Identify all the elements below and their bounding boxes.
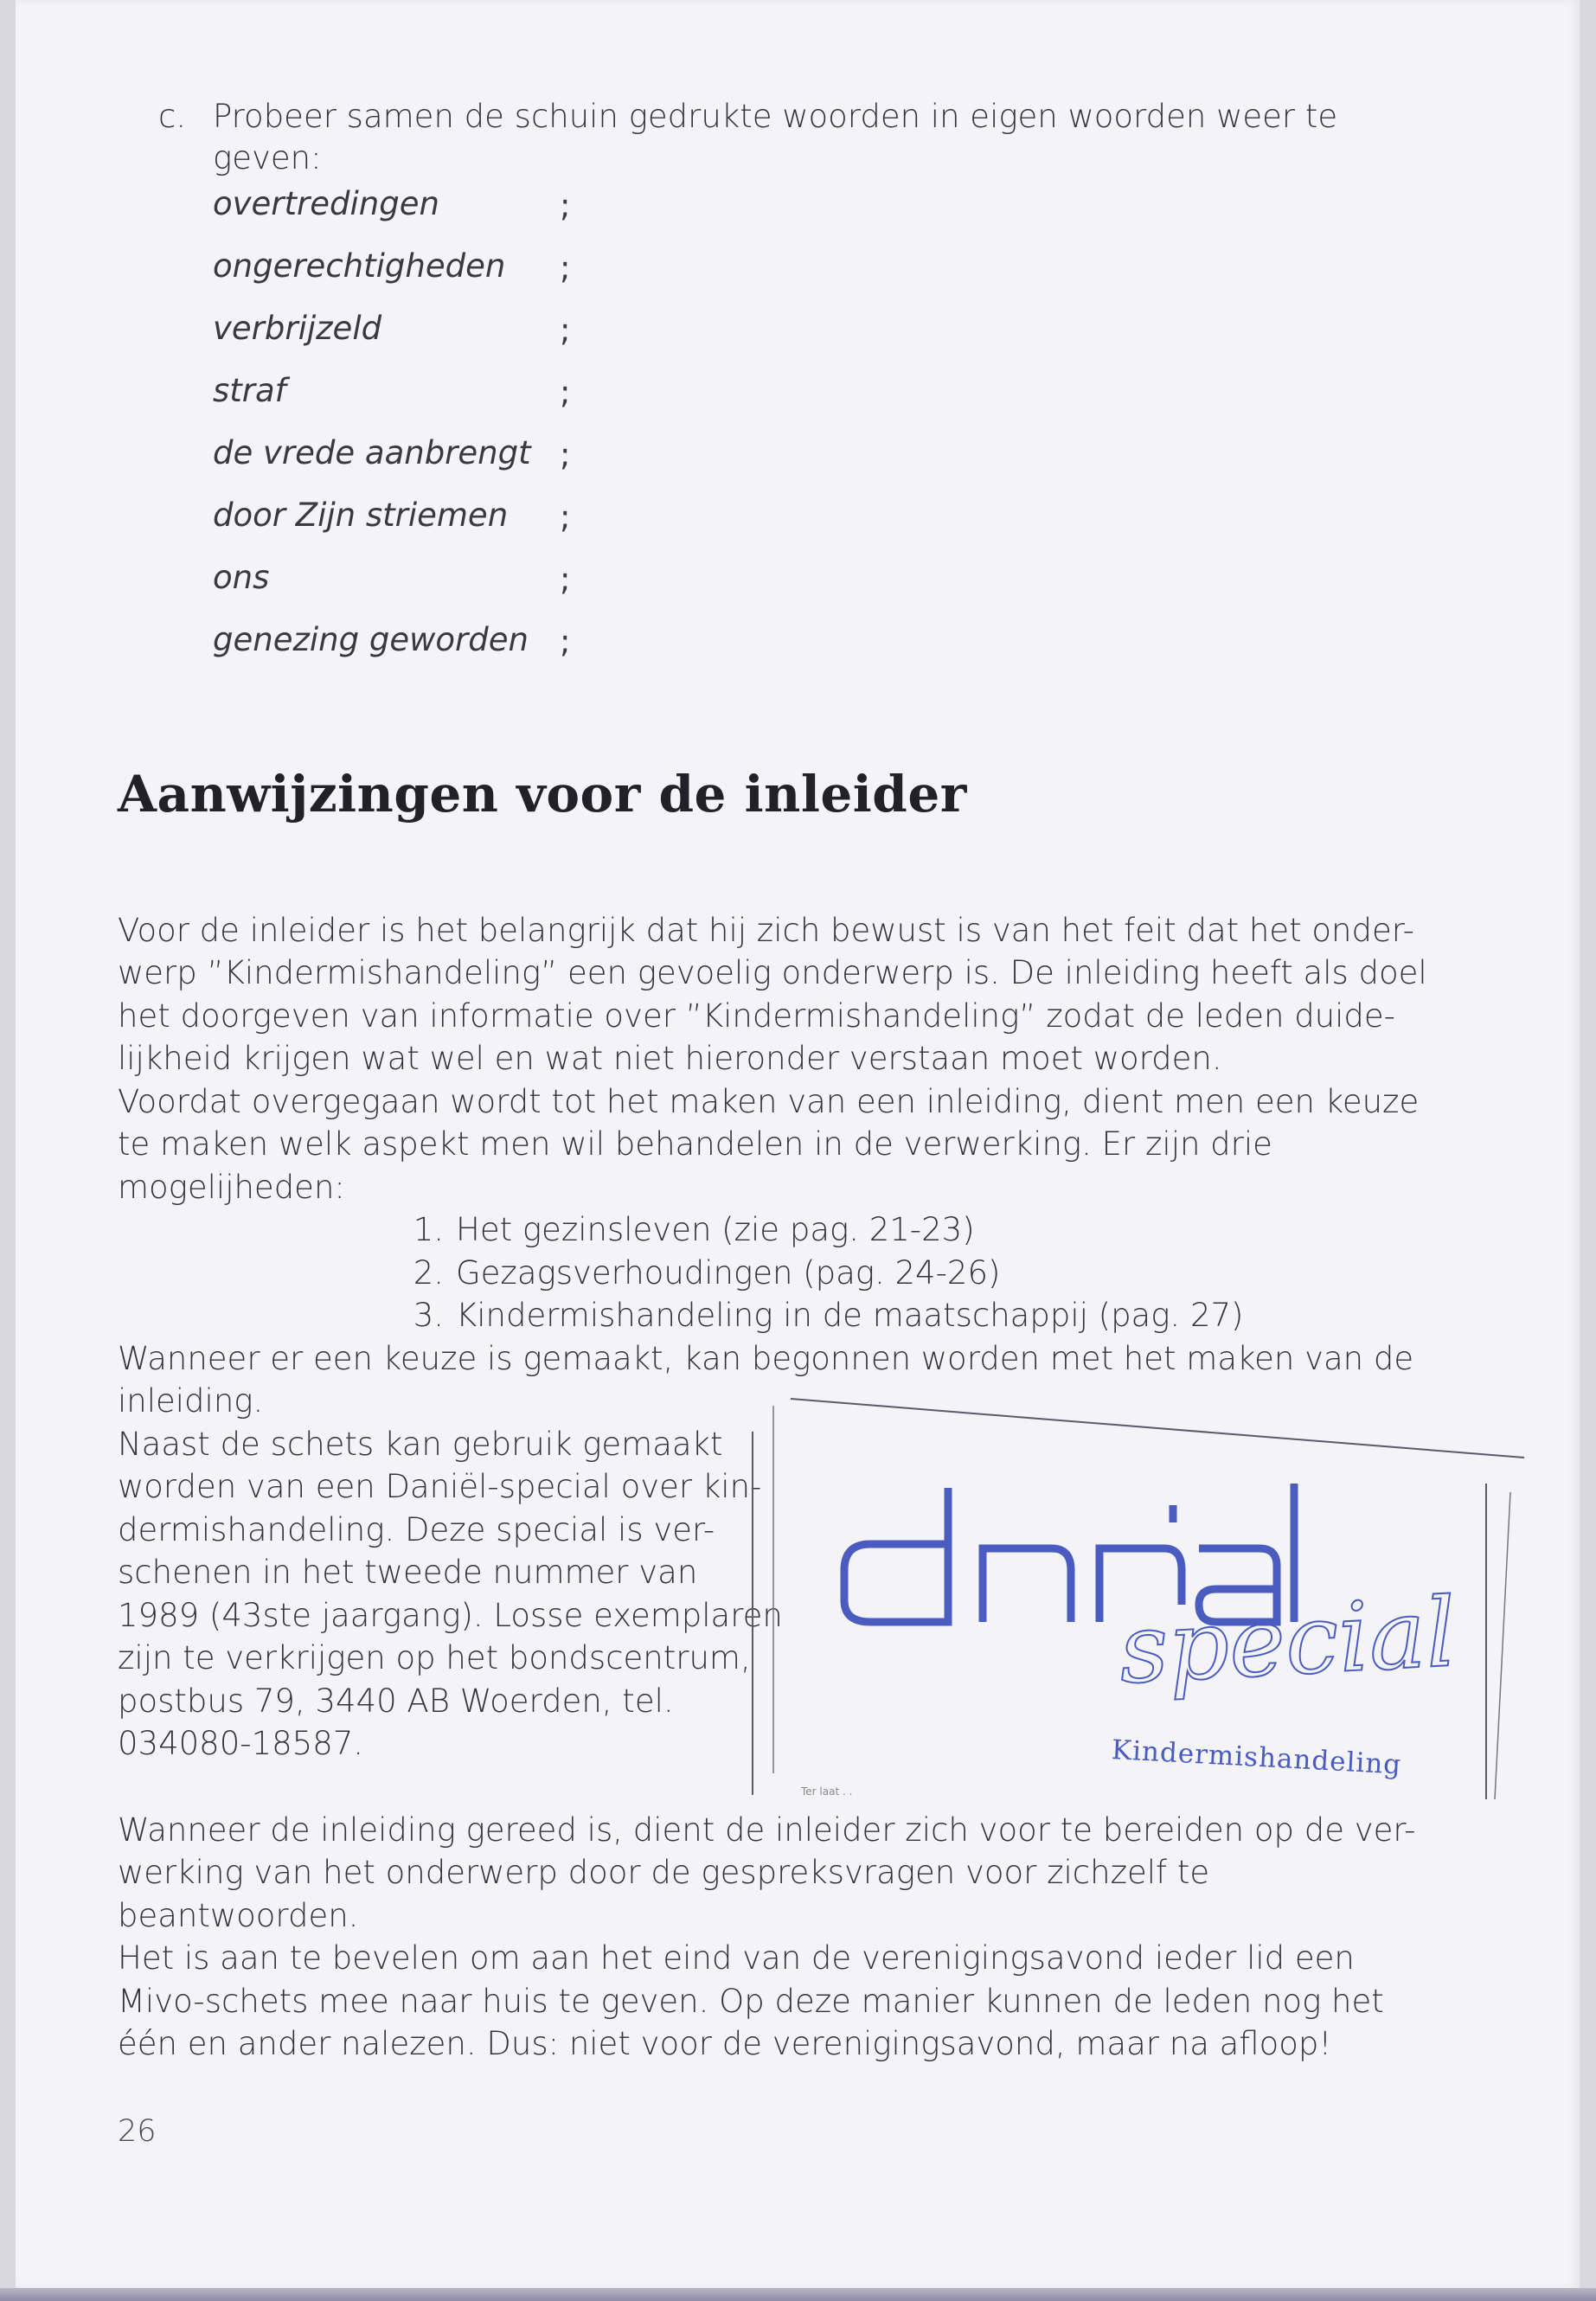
text-line: Voor de inleider is het belangrijk dat hij zich bewust is van het feit dat het onder-: [118, 912, 1414, 949]
daniel-special-ad: [749, 1388, 1526, 1799]
list-number: 2.: [413, 1254, 444, 1292]
section-heading: Aanwijzingen voor de inleider: [118, 765, 967, 824]
term-separator: ;: [560, 561, 571, 598]
text-line: werp ”Kindermishandeling” een gevoelig onderwerp is. De inleiding heeft als doel: [118, 954, 1427, 991]
text-line: schenen in het tweede nummer van: [118, 1554, 698, 1591]
page-edge: [0, 2288, 1596, 2301]
term: ongerechtigheden: [213, 247, 506, 285]
question-line-2: geven:: [213, 139, 322, 176]
text-line: dermishandeling. Deze special is ver-: [118, 1511, 715, 1548]
list-item: [396, 1294, 1243, 1337]
list-item: [396, 1252, 1000, 1295]
text-line: inleiding.: [118, 1382, 264, 1420]
text-line: Het is aan te bevelen om aan het eind van de verenigingsavond ieder lid een: [118, 1939, 1355, 1977]
ad-caption: Kindermishandeling: [1111, 1734, 1403, 1781]
text-line: werking van het onderwerp door de gespreksvragen voor zichzelf te: [118, 1854, 1210, 1891]
text-line: het doorgeven van informatie over ”Kindermishandeling” zodat de leden duide-: [118, 997, 1396, 1035]
term: overtredingen: [213, 185, 439, 222]
text-line: Wanneer er een keuze is gemaakt, kan begonnen worden met het maken van de: [118, 1340, 1414, 1377]
text-line: beantwoorden.: [118, 1897, 359, 1934]
text-line: 034080-18587.: [118, 1725, 364, 1762]
term: verbrijzeld: [213, 310, 382, 347]
text-line: postbus 79, 3440 AB Woerden, tel.: [118, 1682, 674, 1720]
term: de vrede aanbrengt: [213, 434, 531, 471]
term-separator: ;: [560, 311, 571, 349]
list-number: 1.: [413, 1211, 444, 1248]
text-line: lijkheid krijgen wat wel en wat niet hieronder verstaan moet worden.: [118, 1040, 1222, 1077]
svg-text:Ter laat . .: Ter laat . .: [801, 1785, 853, 1798]
text-line: Naast de schets kan gebruik gemaakt: [118, 1426, 723, 1463]
text-line: te maken welk aspekt men wil behandelen in de verwerking. Er zijn drie: [118, 1125, 1272, 1163]
logo-script: special: [1116, 1576, 1459, 1705]
list-text: Kindermishandeling in de maatschappij (pag. 27): [456, 1297, 1244, 1334]
question-line-1: Probeer samen de schuin gedrukte woorden in eigen woorden weer te: [213, 98, 1338, 135]
term-separator: ;: [560, 623, 571, 660]
text-line: mogelijheden:: [118, 1169, 345, 1206]
term: door Zijn striemen: [213, 497, 509, 534]
question-label: c.: [158, 98, 187, 135]
term: straf: [213, 372, 286, 409]
term-separator: ;: [560, 187, 571, 224]
term: ons: [213, 559, 270, 596]
text-line: zijn te verkrijgen op het bondscentrum,: [118, 1639, 751, 1676]
text-line: Wanneer de inleiding gereed is, dient de inleider zich voor te bereiden op de ver-: [118, 1811, 1416, 1849]
list-item: [396, 1208, 975, 1252]
term-separator: ;: [560, 436, 571, 473]
list-text: Het gezinsleven (zie pag. 21-23): [456, 1211, 975, 1248]
list-number: 3.: [413, 1297, 444, 1334]
text-line: één en ander nalezen. Dus: niet voor de verenigingsavond, maar na afloop!: [118, 2025, 1332, 2062]
term-separator: ;: [560, 498, 571, 535]
text-line: Mivo-schets mee naar huis te geven. Op deze manier kunnen de leden nog het: [118, 1983, 1384, 2020]
list-text: Gezagsverhoudingen (pag. 24-26): [456, 1254, 1001, 1292]
text-line: Voordat overgegaan wordt tot het maken van een inleiding, dient men een keuze: [118, 1083, 1420, 1120]
text-line: 1989 (43ste jaargang). Losse exemplaren: [118, 1597, 783, 1634]
term: genezing geworden: [213, 621, 529, 658]
text-line: worden van een Daniël-special over kin-: [118, 1468, 762, 1505]
term-separator: ;: [560, 249, 571, 286]
term-separator: ;: [560, 374, 571, 411]
page-number: 26: [118, 2114, 157, 2149]
